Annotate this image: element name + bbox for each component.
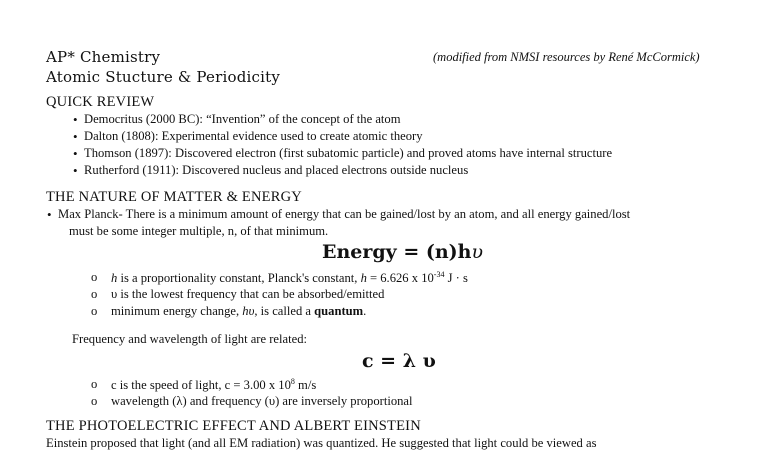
open-bullet-4: o bbox=[91, 377, 98, 391]
quick-review-heading: QUICK REVIEW bbox=[46, 94, 155, 110]
planck-constant-value: = 6.626 x 10 bbox=[366, 271, 434, 285]
review-item-thomson: • Thomson (1897): Discovered electron (first subatomic particle) and proved atoms have internal structure bbox=[84, 146, 612, 161]
open-bullet-1: o bbox=[91, 270, 98, 284]
planck-units: J · s bbox=[444, 271, 468, 285]
hv-symbol: hυ bbox=[242, 304, 255, 318]
quantum-term: quantum bbox=[314, 304, 364, 318]
photoelectric-heading: THE PHOTOELECTRIC EFFECT AND ALBERT EINSTEIN bbox=[46, 418, 421, 434]
inverse-proportion-note: wavelength (λ) and frequency (υ) are inversely proportional bbox=[111, 394, 413, 408]
speed-of-light-note bbox=[111, 377, 316, 393]
quantum-text-b: , is called a bbox=[254, 304, 315, 318]
speed-text: c is the speed of light, c = 3.00 x 10 bbox=[111, 378, 291, 392]
open-bullet-5: o bbox=[91, 394, 98, 408]
quantum-note bbox=[111, 304, 366, 319]
review-item-democritus: • Democritus (2000 BC): “Invention” of the concept of the atom bbox=[84, 112, 401, 127]
open-bullet-3: o bbox=[91, 304, 98, 318]
planck-statement-line1: • Max Planck- There is a minimum amount of energy that can be gained/lost by an atom, and all energy gained/lost bbox=[58, 207, 630, 222]
speed-units: m/s bbox=[294, 378, 317, 392]
review-item-rutherford: • Rutherford (1911): Discovered nucleus and placed electrons outside nucleus bbox=[84, 163, 468, 178]
open-bullet-2: o bbox=[91, 287, 98, 301]
topic-title: Atomic Stucture & Periodicity bbox=[46, 68, 281, 86]
relation-text: Frequency and wavelength of light are related: bbox=[72, 332, 307, 346]
planck-constant-note bbox=[111, 270, 468, 286]
photoelectric-partial-line: Einstein proposed that light (and all EM radiation) was quantized. He suggested that light could be viewed as bbox=[46, 436, 597, 450]
frequency-note: υ is the lowest frequency that can be absorbed/emitted bbox=[111, 287, 385, 301]
planck-equation bbox=[322, 241, 483, 263]
nature-heading: THE NATURE OF MATTER & ENERGY bbox=[46, 189, 302, 205]
planck-equation-nu: υ bbox=[471, 241, 484, 263]
course-title: AP* Chemistry bbox=[46, 48, 161, 66]
planck-statement-line2: must be some integer multiple, n, of that minimum. bbox=[69, 224, 329, 238]
credit-line: (modified from NMSI resources by René McCormick) bbox=[433, 50, 700, 64]
speed-exponent: 8 bbox=[290, 377, 295, 386]
h-symbol: h bbox=[111, 271, 118, 285]
wave-equation: c = λ υ bbox=[362, 350, 436, 372]
quantum-text-a: minimum energy change, bbox=[111, 304, 243, 318]
planck-constant-text-a: is a proportionality constant, Planck's constant, bbox=[117, 271, 361, 285]
planck-equation-main: Energy = (n)h bbox=[322, 241, 472, 263]
quantum-period: . bbox=[363, 304, 367, 318]
review-item-dalton: • Dalton (1808): Experimental evidence used to create atomic theory bbox=[84, 129, 423, 144]
h-symbol-2: h bbox=[360, 271, 367, 285]
planck-exponent: -34 bbox=[433, 270, 445, 279]
